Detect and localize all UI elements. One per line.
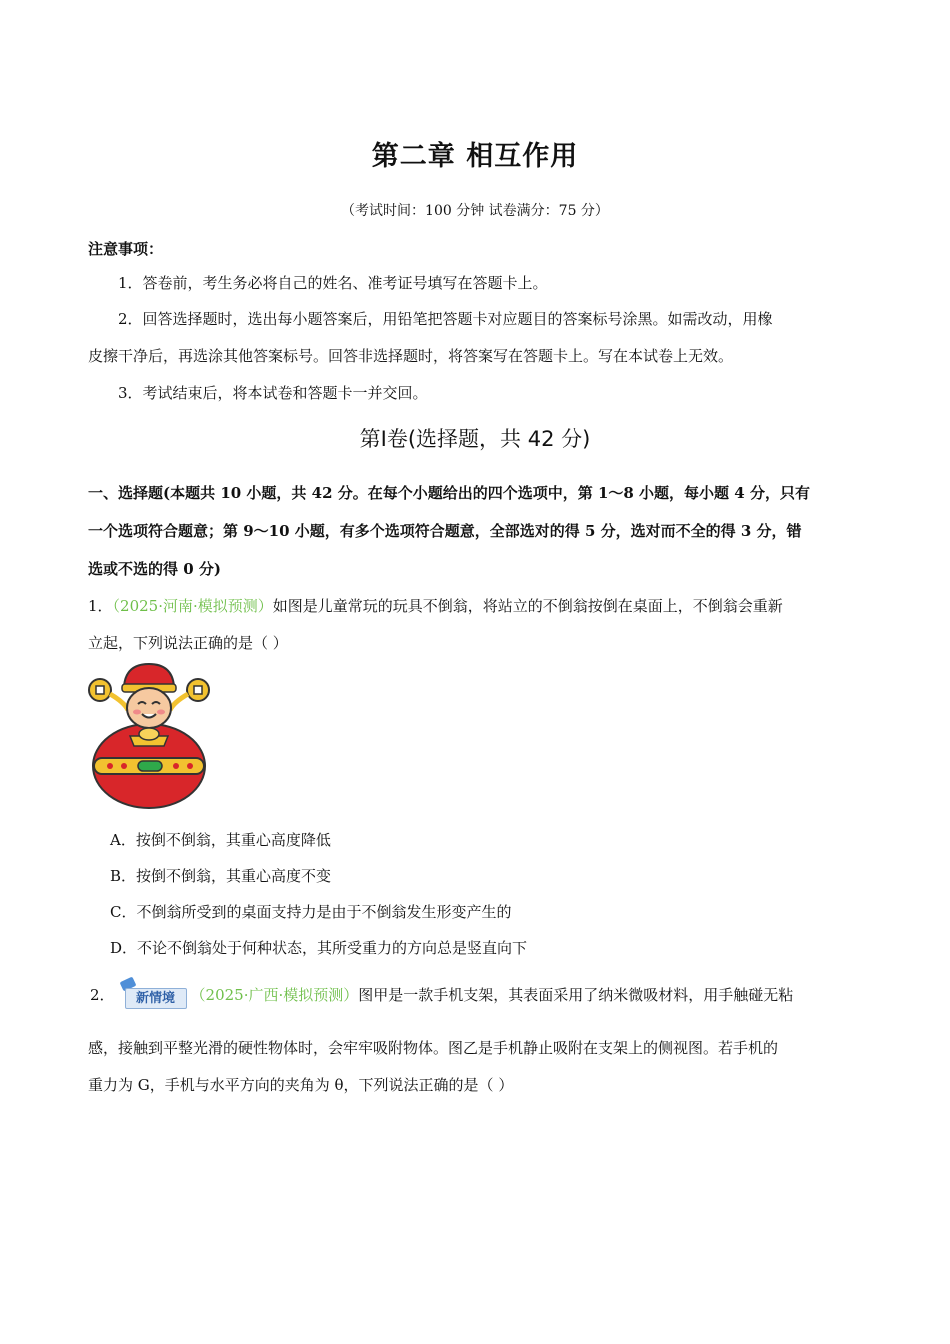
exam-info: （考试时间：100 分钟 试卷满分：75 分） <box>341 203 609 219</box>
q1-option-c: C．不倒翁所受到的桌面支持力是由于不倒翁发生形变产生的 <box>110 903 512 921</box>
section-instructions-2: 一个选项符合题意；第 9～10 小题，有多个选项符合题意，全部选对的得 5 分，选对而不全的得 3 分，错 <box>88 522 802 540</box>
tumbler-toy-illustration <box>84 660 214 810</box>
question-text: 如图是儿童常玩的玩具不倒翁，将站立的不倒翁按倒在桌面上，不倒翁会重新 <box>272 597 783 615</box>
notice-item-2-cont: 皮擦干净后，再选涂其他答案标号。回答非选择题时，将答案写在答题卡上。写在本试卷上无效。 <box>88 347 734 365</box>
question-2-line-3: 重力为 G，手机与水平方向的夹角为 θ，下列说法正确的是（ ） <box>88 1076 514 1094</box>
badge-label: 新情境 <box>125 988 187 1009</box>
question-source: （2025·河南·模拟预测） <box>112 597 273 615</box>
q1-option-a: A．按倒不倒翁，其重心高度降低 <box>110 831 331 849</box>
notice-item-1: 1．答卷前，考生务必将自己的姓名、准考证号填写在答题卡上。 <box>118 274 548 292</box>
question-1-line-1 <box>88 595 783 616</box>
q1-option-b: B．按倒不倒翁，其重心高度不变 <box>110 867 332 885</box>
question-text: 图甲是一款手机支架，其表面采用了纳米微吸材料，用手触碰无粘 <box>358 986 794 1004</box>
section-title: 第Ⅰ卷(选择题，共 42 分) <box>359 427 591 451</box>
page-title: 第二章 相互作用 <box>371 141 579 172</box>
question-number: 2． <box>90 986 115 1004</box>
new-situation-badge-icon <box>121 985 187 1007</box>
question-2-line-1 <box>90 984 793 1007</box>
question-1-line-2: 立起，下列说法正确的是（ ） <box>88 634 288 652</box>
notice-heading: 注意事项： <box>88 240 164 258</box>
notice-item-2: 2．回答选择题时，选出每小题答案后，用铅笔把答题卡对应题目的答案标号涂黑。如需改动，用橡 <box>118 310 773 328</box>
question-source: （2025·广西·模拟预测） <box>190 986 359 1004</box>
question-2-line-2: 感，接触到平整光滑的硬性物体时，会牢牢吸附物体。图乙是手机静止吸附在支架上的侧视图。若手机的 <box>88 1039 779 1057</box>
section-instructions-3: 选或不选的得 0 分) <box>88 560 221 578</box>
q1-option-d: D．不论不倒翁处于何种状态，其所受重力的方向总是竖直向下 <box>110 939 528 957</box>
question-number: 1． <box>88 597 113 615</box>
notice-item-3: 3．考试结束后，将本试卷和答题卡一并交回。 <box>118 384 428 402</box>
section-instructions-1: 一、选择题(本题共 10 小题，共 42 分。在每个小题给出的四个选项中，第 1～8 小题，每小题 4 分，只有 <box>88 484 810 502</box>
